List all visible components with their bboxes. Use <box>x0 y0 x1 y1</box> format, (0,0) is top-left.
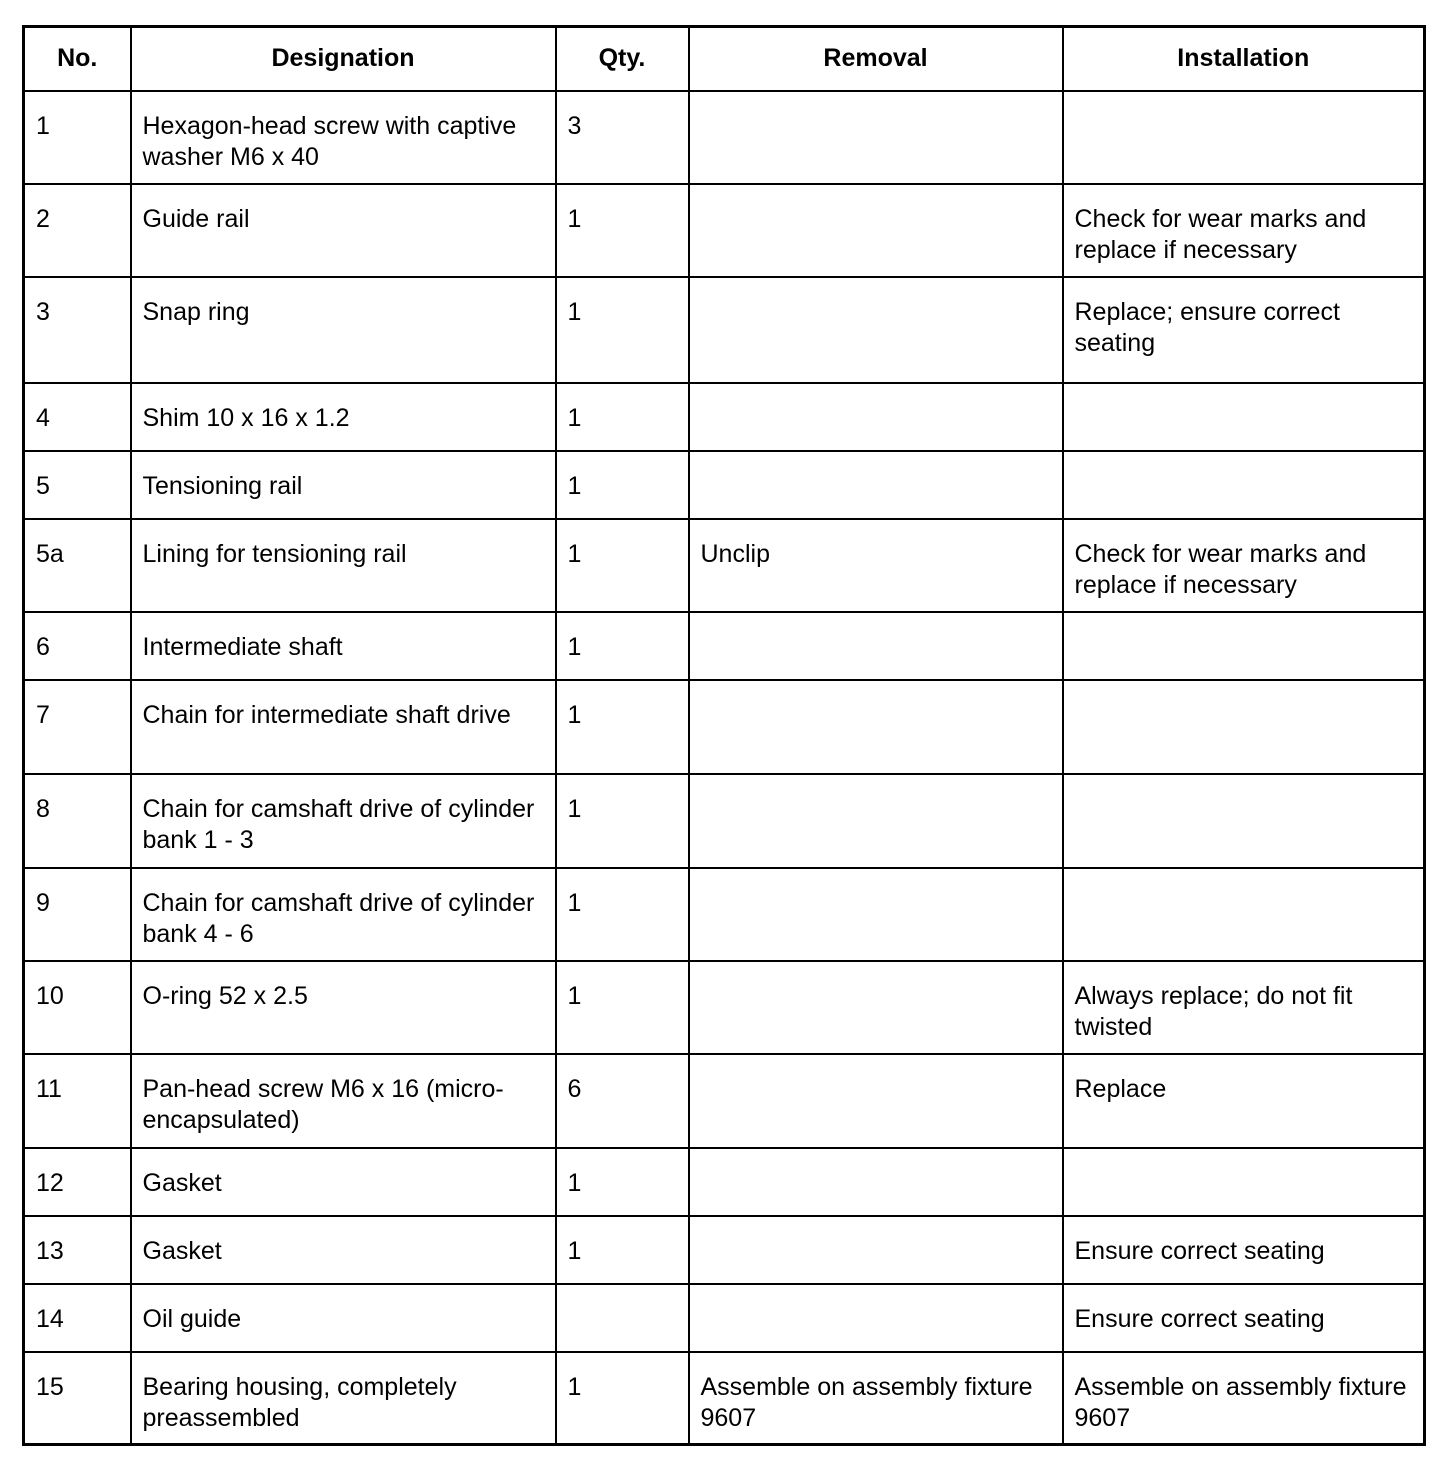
header-removal: Removal <box>689 27 1063 91</box>
table-row <box>24 1054 1425 1148</box>
cell-removal <box>689 1284 1063 1352</box>
cell-designation: Guide rail <box>131 184 556 277</box>
cell-designation: Chain for intermediate shaft drive <box>131 680 556 774</box>
cell-designation: Chain for camshaft drive of cylinder bank 4 - 6 <box>131 868 556 961</box>
cell-installation <box>1063 774 1425 868</box>
cell-no: 10 <box>24 961 131 1054</box>
cell-removal <box>689 1054 1063 1148</box>
cell-installation: Ensure correct seating <box>1063 1284 1425 1352</box>
table-row <box>24 383 1425 451</box>
cell-removal <box>689 612 1063 680</box>
table-row <box>24 868 1425 961</box>
cell-no: 11 <box>24 1054 131 1148</box>
cell-qty: 1 <box>556 1216 689 1284</box>
cell-no: 5 <box>24 451 131 519</box>
cell-removal: Assemble on assembly fixture 9607 <box>689 1352 1063 1445</box>
cell-installation <box>1063 612 1425 680</box>
cell-designation: Gasket <box>131 1216 556 1284</box>
cell-installation <box>1063 91 1425 184</box>
cell-installation: Ensure correct seating <box>1063 1216 1425 1284</box>
cell-qty: 6 <box>556 1054 689 1148</box>
cell-no: 12 <box>24 1148 131 1216</box>
table-row <box>24 1284 1425 1352</box>
cell-designation: Tensioning rail <box>131 451 556 519</box>
cell-installation: Check for wear marks and replace if necessary <box>1063 184 1425 277</box>
cell-designation: Shim 10 x 16 x 1.2 <box>131 383 556 451</box>
cell-removal <box>689 184 1063 277</box>
cell-installation: Assemble on assembly fixture 9607 <box>1063 1352 1425 1445</box>
cell-no: 9 <box>24 868 131 961</box>
cell-no: 3 <box>24 277 131 383</box>
cell-installation: Replace; ensure correct seating <box>1063 277 1425 383</box>
cell-installation <box>1063 868 1425 961</box>
cell-removal <box>689 383 1063 451</box>
cell-qty: 1 <box>556 680 689 774</box>
cell-designation: Oil guide <box>131 1284 556 1352</box>
cell-removal <box>689 277 1063 383</box>
cell-qty: 1 <box>556 774 689 868</box>
cell-removal <box>689 451 1063 519</box>
cell-removal <box>689 1216 1063 1284</box>
cell-no: 15 <box>24 1352 131 1445</box>
cell-no: 2 <box>24 184 131 277</box>
table-row <box>24 1216 1425 1284</box>
cell-removal: Unclip <box>689 519 1063 612</box>
cell-designation: Pan-head screw M6 x 16 (micro-encapsulated) <box>131 1054 556 1148</box>
table-header-row <box>24 27 1425 91</box>
cell-removal <box>689 774 1063 868</box>
header-installation: Installation <box>1063 27 1425 91</box>
cell-designation: Bearing housing, completely preassembled <box>131 1352 556 1445</box>
table-row <box>24 680 1425 774</box>
cell-qty <box>556 1284 689 1352</box>
cell-qty: 1 <box>556 519 689 612</box>
table-row <box>24 774 1425 868</box>
cell-qty: 1 <box>556 277 689 383</box>
table-row <box>24 184 1425 277</box>
cell-removal <box>689 91 1063 184</box>
table-row <box>24 1148 1425 1216</box>
cell-no: 8 <box>24 774 131 868</box>
table-row <box>24 451 1425 519</box>
table-row <box>24 519 1425 612</box>
cell-qty: 3 <box>556 91 689 184</box>
cell-installation: Replace <box>1063 1054 1425 1148</box>
cell-no: 6 <box>24 612 131 680</box>
parts-table <box>22 25 1426 1446</box>
cell-qty: 1 <box>556 612 689 680</box>
cell-removal <box>689 961 1063 1054</box>
table-row <box>24 277 1425 383</box>
cell-removal <box>689 680 1063 774</box>
cell-installation: Always replace; do not fit twisted <box>1063 961 1425 1054</box>
cell-no: 1 <box>24 91 131 184</box>
cell-designation: Hexagon-head screw with captive washer M6 x 40 <box>131 91 556 184</box>
cell-qty: 1 <box>556 1352 689 1445</box>
table-row <box>24 961 1425 1054</box>
header-designation: Designation <box>131 27 556 91</box>
header-no: No. <box>24 27 131 91</box>
cell-qty: 1 <box>556 868 689 961</box>
cell-removal <box>689 868 1063 961</box>
cell-designation: Gasket <box>131 1148 556 1216</box>
cell-designation: Intermediate shaft <box>131 612 556 680</box>
cell-no: 5a <box>24 519 131 612</box>
cell-installation <box>1063 451 1425 519</box>
cell-installation: Check for wear marks and replace if necessary <box>1063 519 1425 612</box>
cell-qty: 1 <box>556 961 689 1054</box>
cell-no: 7 <box>24 680 131 774</box>
cell-no: 13 <box>24 1216 131 1284</box>
table-row <box>24 612 1425 680</box>
header-qty: Qty. <box>556 27 689 91</box>
cell-no: 14 <box>24 1284 131 1352</box>
table-row <box>24 91 1425 184</box>
cell-designation: Chain for camshaft drive of cylinder bank 1 - 3 <box>131 774 556 868</box>
cell-qty: 1 <box>556 451 689 519</box>
cell-no: 4 <box>24 383 131 451</box>
cell-installation <box>1063 680 1425 774</box>
table-row <box>24 1352 1425 1445</box>
cell-installation <box>1063 383 1425 451</box>
cell-qty: 1 <box>556 1148 689 1216</box>
cell-designation: O-ring 52 x 2.5 <box>131 961 556 1054</box>
cell-qty: 1 <box>556 184 689 277</box>
cell-designation: Snap ring <box>131 277 556 383</box>
cell-qty: 1 <box>556 383 689 451</box>
cell-installation <box>1063 1148 1425 1216</box>
cell-removal <box>689 1148 1063 1216</box>
cell-designation: Lining for tensioning rail <box>131 519 556 612</box>
